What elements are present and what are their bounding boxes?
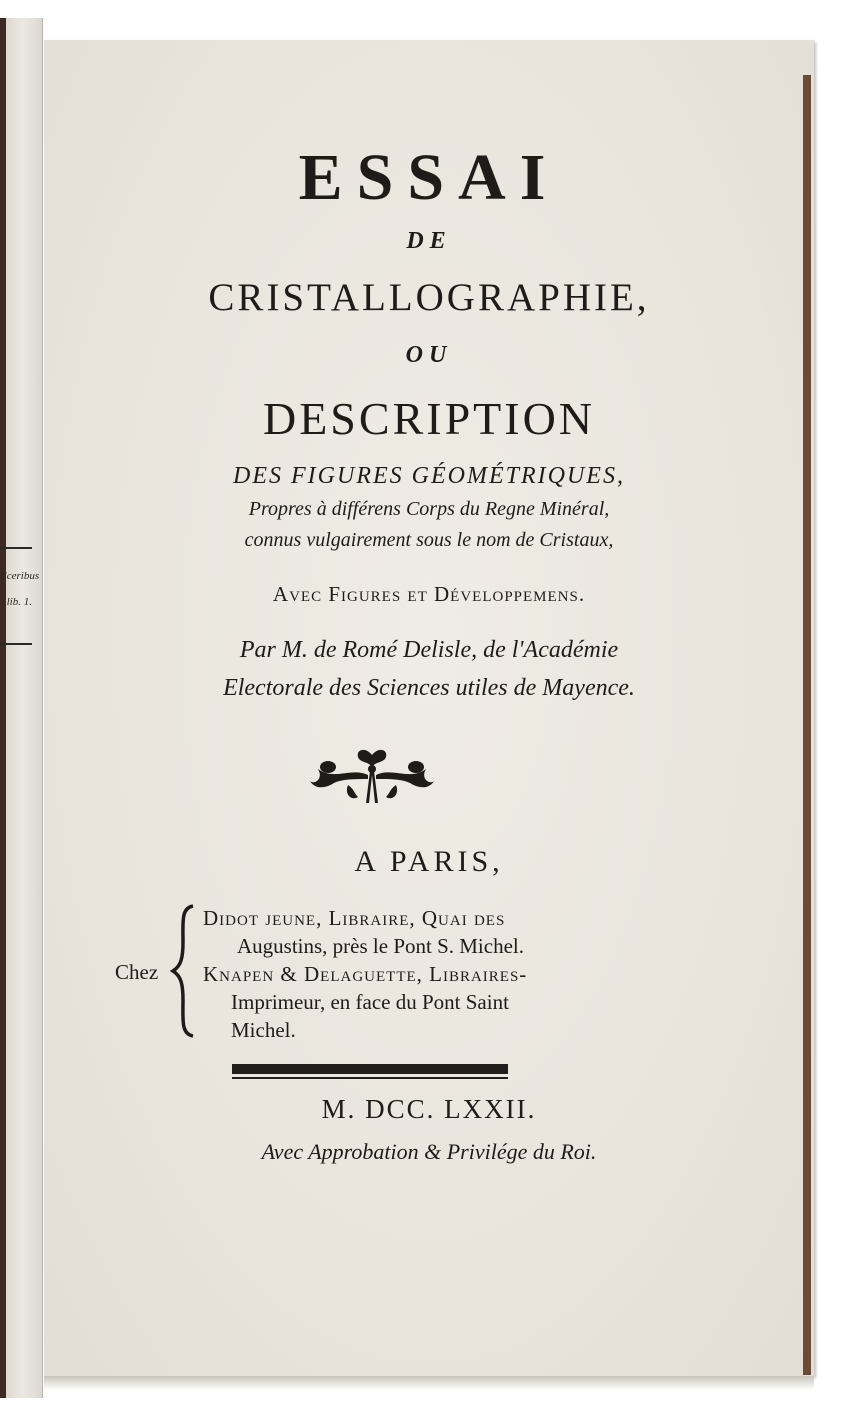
imprint-line-3: Knapen & Delaguette, Libraires- bbox=[203, 962, 528, 986]
title-cristallographie: CRISTALLOGRAPHIE, bbox=[208, 276, 650, 319]
ornament-icon bbox=[308, 745, 436, 809]
author-affiliation: Electorale des Sciences utiles de Mayence. bbox=[223, 675, 635, 701]
facing-page-rule-top bbox=[0, 547, 32, 549]
title-description: DESCRIPTION bbox=[262, 393, 596, 444]
facing-page-text-2: lib. 1. bbox=[6, 596, 32, 608]
publication-date: M. DCC. LXXII. bbox=[321, 1094, 537, 1124]
brace-icon bbox=[169, 902, 199, 1040]
facing-page-rule-bottom bbox=[0, 643, 32, 645]
author-line: Par M. de Romé Delisle, de l'Académie bbox=[239, 637, 619, 663]
imprint-block bbox=[115, 902, 675, 1042]
title-de: DE bbox=[406, 228, 452, 254]
subtitle-figures: DES FIGURES GÉOMÉTRIQUES, bbox=[233, 463, 625, 489]
subtitle-avec-figures: Avec Figures et Développemens. bbox=[272, 582, 586, 606]
facing-page-text-1: Eceribus bbox=[0, 570, 40, 582]
facing-page bbox=[0, 18, 43, 1398]
page-edge bbox=[803, 75, 811, 1375]
double-rule-thick bbox=[232, 1064, 508, 1074]
page-shadow bbox=[44, 1376, 814, 1390]
subtitle-connus: connus vulgairement sous le nom de Cristaux, bbox=[244, 529, 614, 551]
title-ou: OU bbox=[405, 342, 453, 368]
approbation-line: Avec Approbation & Privilége du Roi. bbox=[261, 1139, 597, 1164]
imprint-line-4: Imprimeur, en face du Pont Saint bbox=[231, 990, 509, 1014]
title-essai: ESSAI bbox=[298, 141, 560, 214]
subtitle-propres: Propres à différens Corps du Regne Minéral, bbox=[248, 498, 610, 520]
imprint-line-1: Didot jeune, Libraire, Quai des bbox=[203, 906, 506, 930]
imprint-place: A PARIS, bbox=[354, 845, 504, 878]
imprint-line-2: Augustins, près le Pont S. Michel. bbox=[237, 934, 524, 958]
double-rule-thin bbox=[232, 1077, 508, 1079]
imprint-chez: Chez bbox=[115, 960, 159, 984]
book-spine bbox=[0, 18, 6, 1398]
imprint-line-5: Michel. bbox=[231, 1018, 296, 1042]
